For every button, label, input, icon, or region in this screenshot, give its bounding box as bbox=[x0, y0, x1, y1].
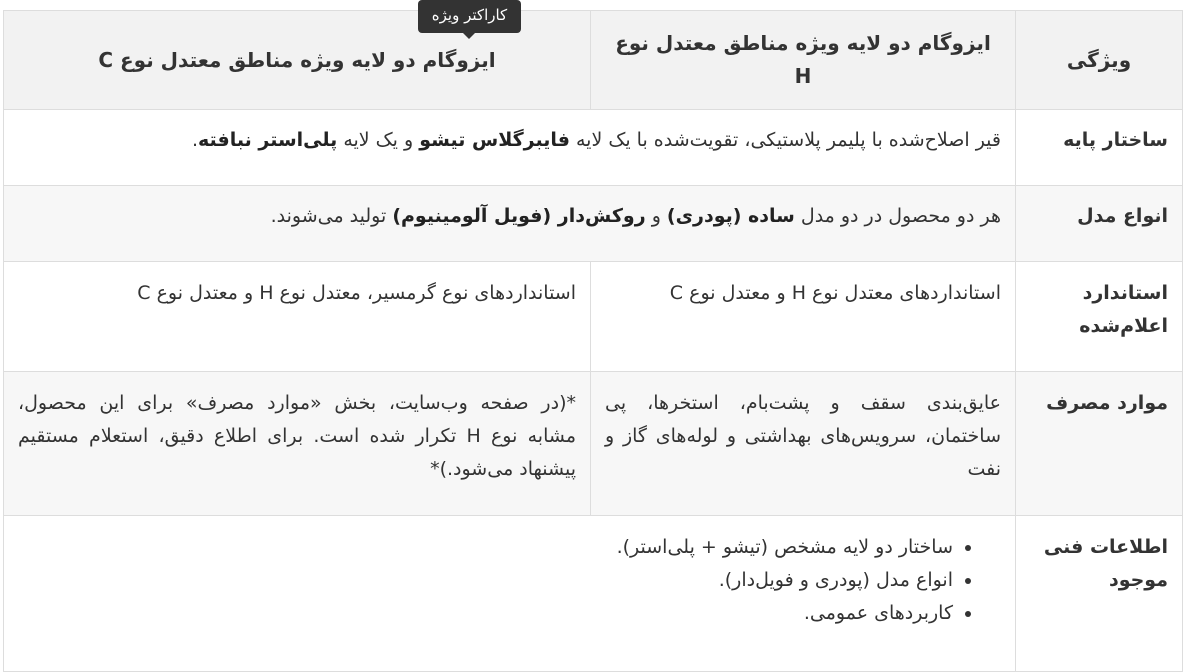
base-structure-bold-1: فایبرگلاس تیشو bbox=[419, 129, 570, 151]
comparison-table bbox=[3, 10, 1183, 672]
list-item: • ساختار دو لایه مشخص (تیشو + پلی‌استر). bbox=[18, 531, 953, 564]
table-row-base-structure bbox=[4, 110, 1183, 186]
list-item: • انواع مدل (پودری و فویل‌دار). bbox=[18, 564, 953, 597]
cell-model-types bbox=[4, 186, 1016, 262]
header-row bbox=[4, 11, 1183, 110]
cell-tech-info bbox=[4, 516, 1016, 672]
cell-standard-type-c: استانداردهای نوع گرمسیر، معتدل نوع H و معتدل نوع C bbox=[4, 262, 591, 372]
tooltip bbox=[418, 0, 521, 33]
tooltip-text: کاراکتر ویژه bbox=[431, 6, 508, 24]
header-type-h: ایزوگام دو لایه ویژه مناطق معتدل نوع H bbox=[591, 11, 1016, 110]
cell-standard-type-h: استانداردهای معتدل نوع H و معتدل نوع C bbox=[591, 262, 1016, 372]
table-row-model-types bbox=[4, 186, 1183, 262]
model-types-text-1: هر دو محصول در دو مدل bbox=[794, 205, 1001, 227]
row-label-applications: موارد مصرف bbox=[1016, 372, 1183, 516]
model-types-bold-2: روکش‌دار (فویل آلومینیوم) bbox=[392, 205, 646, 227]
list-item: • کاربردهای عمومی. bbox=[18, 597, 953, 630]
cell-applications-type-h: عایق‌بندی سقف و پشت‌بام، استخرها، پی ساختمان، سرویس‌های بهداشتی و لوله‌های گاز و نفت bbox=[591, 372, 1016, 516]
header-type-c: ایزوگام دو لایه ویژه مناطق معتدل نوع C bbox=[4, 11, 591, 110]
table-row-tech-info bbox=[4, 516, 1183, 672]
header-feature: ویژگی bbox=[1016, 11, 1183, 110]
base-structure-text-1: قیر اصلاح‌شده با پلیمر پلاستیکی، تقویت‌شده با یک لایه bbox=[569, 129, 1001, 151]
base-structure-text-2: و یک لایه bbox=[337, 129, 420, 151]
row-label-base-structure: ساختار پایه bbox=[1016, 110, 1183, 186]
tech-info-list bbox=[18, 531, 1001, 630]
table-row-standard bbox=[4, 262, 1183, 372]
base-structure-text-3: . bbox=[191, 129, 199, 151]
cell-base-structure bbox=[4, 110, 1016, 186]
row-label-model-types: انواع مدل bbox=[1016, 186, 1183, 262]
base-structure-bold-2: پلی‌استر نبافته bbox=[198, 129, 338, 151]
row-label-standard: استاندارد اعلام‌شده bbox=[1016, 262, 1183, 372]
model-types-bold-1: ساده (پودری) bbox=[666, 205, 795, 227]
table-row-applications bbox=[4, 372, 1183, 516]
model-types-text-2: و bbox=[645, 205, 667, 227]
row-label-tech-info: اطلاعات فنی موجود bbox=[1016, 516, 1183, 672]
model-types-text-3: تولید می‌شوند. bbox=[270, 205, 393, 227]
cell-applications-type-c: *(در صفحه وب‌سایت، بخش «موارد مصرف» برای این محصول، مشابه نوع H تکرار شده است. برای اطلاع دقیق، استعلام مستقیم پیشنهاد می‌شود.)* bbox=[4, 372, 591, 516]
